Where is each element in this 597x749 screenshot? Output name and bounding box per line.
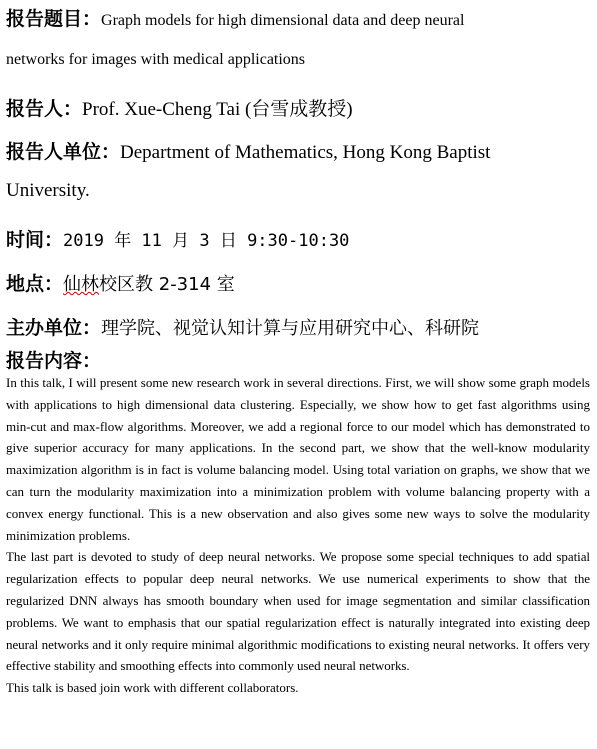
- location-room: 校区教 2-314 室: [99, 274, 235, 295]
- title-row: [6, 4, 464, 31]
- abstract-paragraph-1: In this talk, I will present some new research work in several directions. First, we will show some graph models with applications to high dimensional data clustering. Especially, we show how to get fast algorithms using min-cut and max-flow algorithms. Moreover, we add a regional force to our model which has demonstrated to give superior accuracy for many applications. In the second part, we show that the well-know modularity maximization algorithm is in fact is volume balancing model. Using total variation on graphs, we show that we can turn the modularity maximization into a minimization problem with volume balancing property with a convex energy functional. This is a new observation and also gives some new ways to solve the modularity minimization problems.: [6, 375, 590, 543]
- affiliation-text-line1: Department of Mathematics, Hong Kong Baptist: [120, 142, 491, 163]
- speaker-name: Prof. Xue-Cheng Tai (台雪成教授): [82, 99, 353, 120]
- location-row: [6, 269, 235, 296]
- host-label: 主办单位：: [6, 317, 102, 339]
- affiliation-label: 报告人单位：: [6, 141, 121, 163]
- title-text-line2: networks for images with medical applications: [6, 51, 306, 68]
- location-label: 地点：: [6, 273, 64, 295]
- speaker-label: 报告人：: [6, 98, 83, 120]
- time-label: 时间：: [6, 229, 64, 251]
- abstract-body: [6, 372, 590, 699]
- time-row: [6, 225, 349, 252]
- host-row: [6, 313, 479, 340]
- affiliation-text-line2: University.: [6, 180, 90, 201]
- location-campus: 仙林: [63, 274, 100, 295]
- affiliation-row: [6, 137, 490, 164]
- time-value: 2019 年 11 月 3 日 9:30-10:30: [63, 231, 350, 251]
- host-organizations: 理学院、视觉认知计算与应用研究中心、科研院: [101, 318, 480, 339]
- title-text-line1: Graph models for high dimensional data and deep neural: [101, 12, 465, 29]
- abstract-paragraph-3: This talk is based join work with different collaborators.: [6, 680, 299, 696]
- content-label: 报告内容：: [6, 350, 102, 372]
- speaker-row: [6, 94, 353, 121]
- abstract-paragraph-2: The last part is devoted to study of deep neural networks. We propose some special techniques to add spatial regularization effects to popular deep neural networks. We use numerical experiments to show that the regularized DNN always has smooth boundary when used for image segmentation and similar classification problems. We want to emphasis that our spatial regularization effect is naturally integrated into existing deep neural networks and it only require minimal algorithmic modifications to existing neural networks. It offers very effective stability and smoothing effects into commonly used neural networks.: [6, 549, 590, 674]
- content-heading: [6, 346, 101, 373]
- title-label: 报告题目：: [6, 8, 102, 30]
